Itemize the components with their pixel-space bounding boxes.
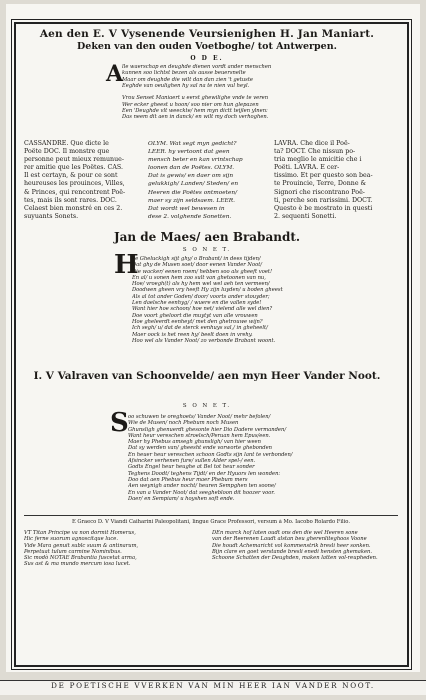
dialogue-column-dutch	[148, 140, 270, 221]
ode-stanza	[122, 64, 312, 121]
text-line: ta? DOCT. Che nissun po-	[274, 148, 356, 156]
verse-line: Teghens Doodt/ teghens Tijdt/ en der Hyuors len wonden:	[128, 470, 281, 477]
dialogue-column-french	[24, 140, 144, 221]
sonnet2-initial: S	[110, 408, 129, 438]
verse-line: Want hier hoe schoon/ hoe net/ vielend alle wel dien?	[132, 306, 273, 313]
text-line: tissimo. Et per questo son bea-	[274, 172, 373, 180]
text-line: LEER. hy vertoont dat geen	[148, 149, 230, 156]
verse-line: Bijn clare en goet verstande bresli enedi hensten ghemaken.	[212, 548, 373, 555]
verse-line: Want heur vereschen stroelsch/Peruan hem Epus/een.	[128, 432, 271, 439]
verse-line: Die houdt Achemaricht vol kommenstrik bresli heer sonken.	[212, 542, 371, 549]
verse-line: Dat ghy de Musen soet/ door eenen Vander Noot/	[132, 262, 263, 269]
verse-line: Die wacker/ eenen roem/ hebben soo als gheeft voet!	[132, 268, 273, 275]
sonnet1-initial: H	[114, 250, 139, 280]
text-line: tria meglio le amicitie che i	[274, 156, 362, 164]
verse-line: Doo dat aen Phebus heur maer Phebum mers	[128, 476, 248, 483]
verse-line: ee Gheluckigh sijt ghy/ o Brabant/ in dees tijden/	[132, 256, 261, 262]
verse-line: Perpetuat tulum carmine Nominibus.	[24, 548, 122, 555]
verse-line: DEn marck hof laten oudt ons den die wel Heeren sone	[212, 530, 358, 536]
ode-line: kunnen soo lichtst bezen als ausse beuersnelte	[122, 70, 246, 77]
ode-line: Een 'Deughde vlt weeckte/ hem myn dictt teijlen ylnen:	[122, 108, 268, 115]
text-line: suyuants Sonets.	[24, 212, 79, 220]
text-line: gelukkigh/ Landen/ Steden/ en	[148, 181, 239, 188]
ode-line: lle waerschap en deughde dienen vordt ander menschen	[122, 64, 272, 70]
text-line: Celaest bien monstré en ces 2.	[24, 204, 123, 212]
verse-line: Godts Engel heur heughe at Bel tot heur sonder	[128, 464, 255, 471]
text-line: loonen dan de Poëtes. OLYM.	[148, 165, 235, 172]
ode-line: Das neem dit aen in danck/ en wilt my doch verhoghen.	[122, 114, 269, 121]
ode-label: O D E.	[190, 55, 224, 62]
text-line: rer amitie que les Poëtes. CAS.	[24, 164, 123, 172]
text-line: & Princes, qui rencontrent Poë-	[24, 188, 126, 196]
verse-line: En al/ u sonen hem zoo sult van ghetoonen van nu,	[132, 274, 266, 281]
text-line: dese 2. volghende Sonetten.	[148, 213, 232, 220]
ode-line: Wer ecker gheest u hoon/ soo nier om hun glepazen	[122, 101, 259, 108]
ode-line: Vrou Senset Maniaert u eerst ghewilighe vnde te veren	[122, 95, 269, 102]
verse-line: Schoone Schatten der Deughden, maken latten vol-reupheden.	[212, 555, 378, 562]
verse-line: Dat sy werden van/ gheesht ende vorworte ghebonden	[128, 445, 272, 452]
text-line: 2. sequenti Sonetti.	[274, 212, 337, 220]
verse-line: Daer/ en Sempiam/ u hoyshen soft ende.	[128, 495, 235, 502]
verse-line: Maer oock is het reen hy/ beelt doen in vrehy.	[132, 331, 253, 338]
dialogue-column-italian	[274, 140, 396, 221]
text-line: Poëte DOC. Il monstre que	[24, 148, 110, 156]
verse-line: Afsincker verhenen fure/ sullen Alder spel-/ een.	[128, 458, 256, 465]
sonnet2-label: S O N E T.	[182, 403, 232, 409]
verse-line: Ghunsligh ghenuerdt ghesonte hier Dio Dadere vermanden/	[128, 426, 287, 433]
verse-line: van der Reerenen Laudt alstan beu gherenliteghoos Voone	[212, 536, 367, 543]
header-title: Aen den E. V Vysenende Veursienighen H. Jan Maniart.	[39, 28, 375, 40]
text-line: Dat is gewis/ en daer om sijn	[148, 173, 234, 180]
text-line: te Prouincie, Terre, Donne &	[274, 180, 367, 188]
header-subtitle: Deken van den ouden Voetboghe/ tot Antwerpen.	[77, 41, 337, 52]
verse-line: Vide Mara genuit sublc suum & antinarum,	[24, 542, 139, 549]
verse-line: oo schuwen te oreghoets/ Vander Noot/ mehr befolen/	[128, 414, 271, 420]
dutch-verse	[212, 530, 398, 561]
ode-line: Maar om deughde die wilt dan dan zien 't getuste	[122, 76, 253, 83]
text-line: CASSANDRE. Que dicte le	[24, 140, 109, 147]
verse-line: Doodwen gheen vry heeft Hy zijn luyden/ u boden gheest	[132, 287, 283, 294]
text-line: Signori che riscontrano Poë-	[274, 188, 365, 196]
verse-line: Aen weynigh ander nocht/ heuren Sempghen ten soone/	[128, 483, 276, 490]
text-line: tes, mais ils sont rares. DOC.	[24, 196, 117, 204]
ode-initial: A	[106, 61, 124, 87]
sonnet1-lines	[132, 256, 332, 344]
verse-line: Ich segh/ u/ dat de sterck eenhuys sal,/ in gheheelt/	[132, 325, 268, 332]
text-line: Heeren die Poëtes ontmoeten/	[148, 189, 238, 196]
verse-line: Len daelsche eenhyg/ / wuere en die vallen syde!	[132, 300, 262, 307]
verse-line: Hic ferne suorum agnoscitque luce.	[24, 536, 118, 543]
sonnet2-title: I. V Valraven van Schoonvelde/ aen myn Heer Vander Noot.	[33, 370, 381, 382]
verse-line: Sic modò NOTAE Brabantia fuscetat arma,	[24, 555, 137, 562]
text-line: maer sy zijn seldsaem. LEER.	[148, 197, 235, 204]
verse-line: Maer hy Phebus amsegh ghunsligh/ van hier ween	[128, 439, 261, 446]
sonnet1-title: Jan de Maes/ aen Brabandt.	[113, 230, 301, 244]
verse-line: Wie de Musen/ noch Phebum noch Musen	[128, 420, 239, 427]
text-line: OLYM. Wat segt myn gedicht?	[148, 141, 237, 147]
page-footer: DE POETISCHE VVERKEN VAN MIN HEER IAN VANDER NOOT.	[51, 681, 375, 690]
verse-line: Hoe gheleerdt eenheyt/ met den ghetrouwe wijn?	[132, 318, 263, 325]
verse-line: VT Titan Principe va non dormit Homerus,	[24, 530, 136, 536]
ode-line: Eeghde van oeulighen hy sal na te nien vul heyl.	[122, 82, 250, 89]
text-line: mensch beter en kan vrintschap	[148, 157, 243, 164]
verse-line: Hoo wel als Vander Noot/ zo verbonde Brabant woont.	[132, 337, 276, 344]
latin-verse	[24, 530, 204, 568]
verse-line: Doe voort gheloort die muytyt van alle vrouwen	[132, 312, 258, 319]
verse-line: En heuer heur vereschen schoon Godts sijn lant te verbonden/	[128, 451, 293, 458]
text-line: LAVRA. Che dice il Poë-	[274, 140, 350, 147]
divider	[24, 515, 398, 516]
text-line: ti, perche son rarissimi. DOCT.	[274, 196, 373, 204]
sonnet2-lines	[128, 414, 338, 502]
latin-heading: E Graeco D. V Viandi Caiharini Paleopolitani, lingue Grace Professori, versum à Mo. Iacobo Rolardo Filio.	[72, 519, 350, 525]
text-line: Poëti. LAVRA. E cer-	[274, 164, 340, 172]
sonnet1-label: S O N E T.	[182, 247, 232, 253]
verse-line: Sus ast & ma mundo mercum iosa lucet.	[24, 561, 131, 568]
verse-line: Hoe/ vroegh(t) als hy hem wel wel aeh ten vermeen/	[132, 281, 270, 288]
verse-line: En van a Vander Noot/ dat seeghebloon dit hoozer voor.	[128, 489, 275, 496]
text-line: personne peut mieux remunue-	[24, 156, 125, 164]
text-line: Il est certayn, & pour ce sont	[24, 172, 118, 180]
text-line: Dat wordt wel bewesen in	[148, 205, 225, 212]
text-line: Questo è be mostrato in questi	[274, 204, 373, 212]
text-line: heureuses les prouinces, Villes,	[24, 180, 125, 188]
verse-line: Als al tot ander Goden/ door/ voorts ander stouyder;	[132, 293, 270, 300]
